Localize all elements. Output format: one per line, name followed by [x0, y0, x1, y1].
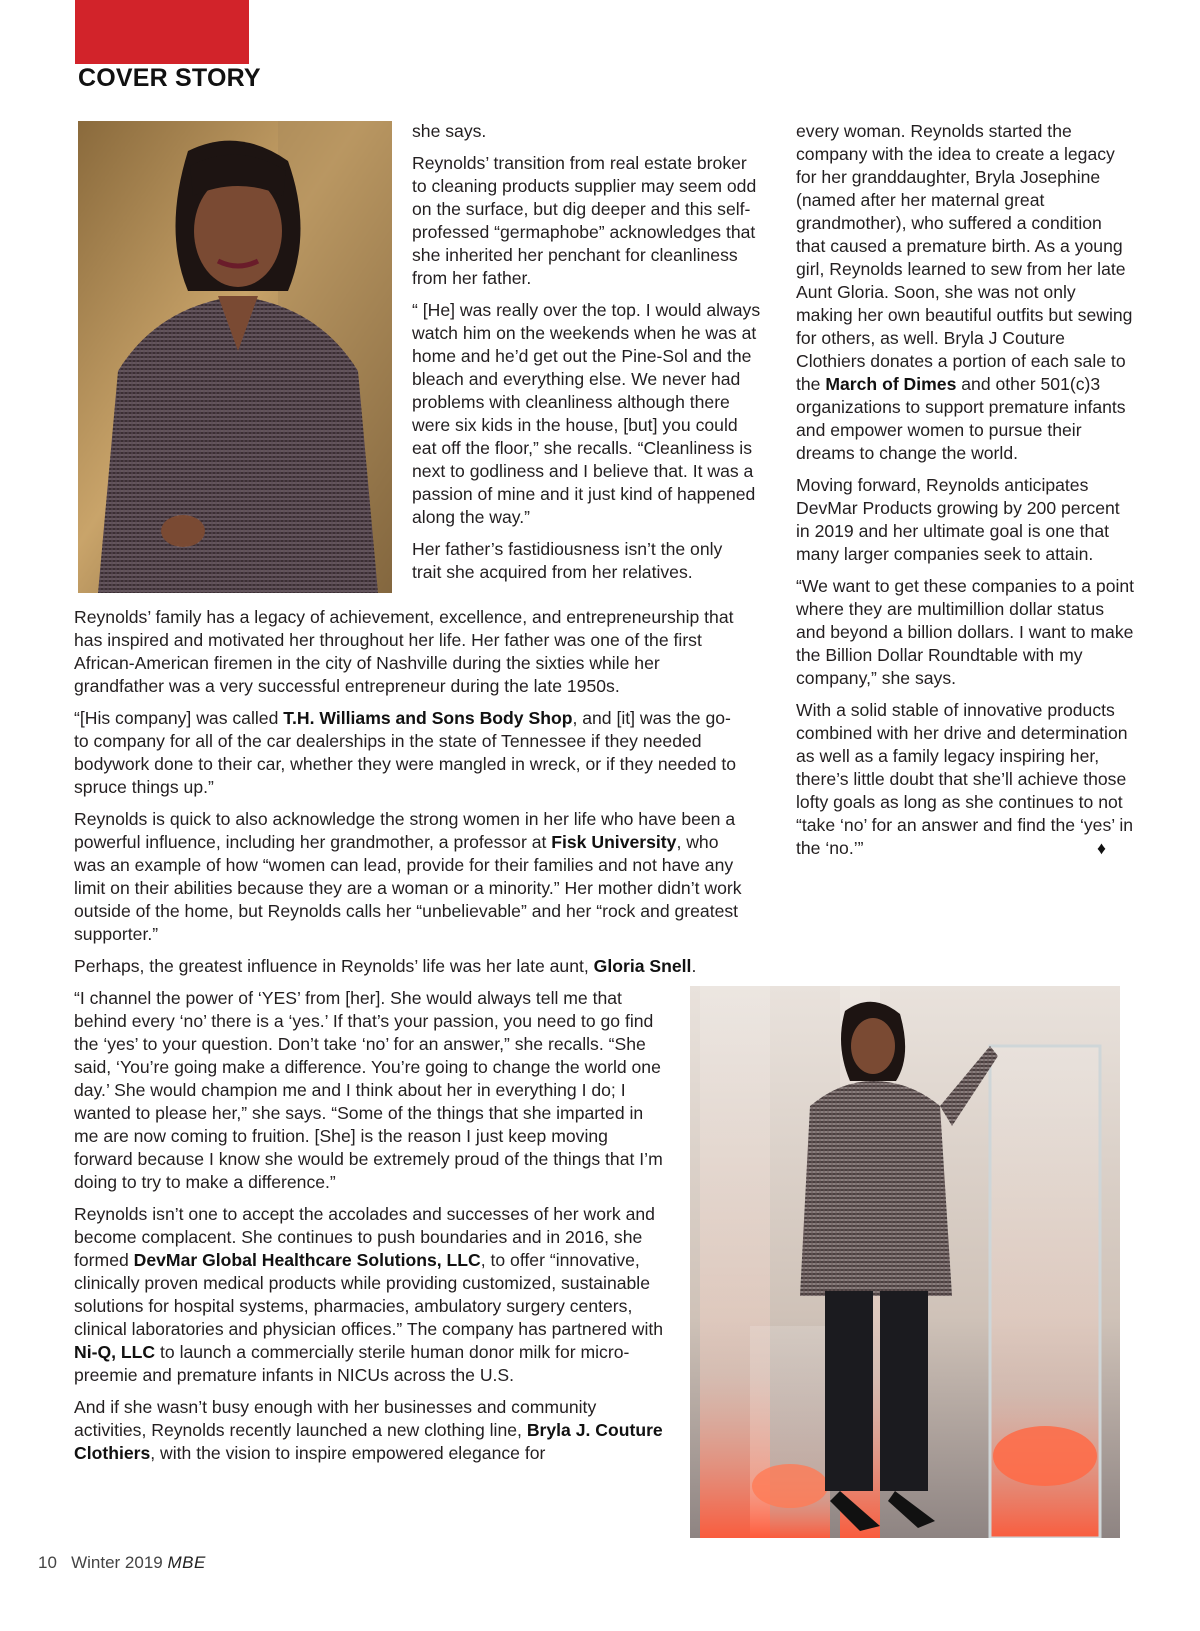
end-of-article-icon: ♦	[1097, 838, 1106, 858]
paragraph: Reynolds’ transition from real estate broker to cleaning products supplier may seem odd on the surface, but dig deeper and this self-professed “germaphobe” acknowledges that she inherited her penchant for cleanliness from her father.	[412, 153, 757, 288]
company-name: T.H. Williams and Sons Body Shop	[283, 708, 573, 728]
page-number: 10	[38, 1553, 57, 1572]
paragraph: “ [He] was really over the top. I would always watch him on the weekends when he was at home and he’d get out the Pine-Sol and the bleach and everything else. We never had problems with cleanliness although there were six kids in the house, [but] you could eat off the floor,” she recalls. “Cleanliness is next to godliness and I believe that. It was a passion of mine and it just kind of happened along the way.”	[412, 300, 761, 527]
article-column-right	[796, 120, 1136, 869]
paragraph: Reynolds isn’t one to accept the accolades and successes of her work and become complacent. She continues to push boundaries and in 2016, she formed DevMar Global Healthcare Solutions, LLC, to offer “innovative, clinically proven medical products while providing customized, sustainable solutions for hospital systems, pharmacies, ambulatory surgery centers, clinical laboratories and physician offices.” The company has partnered with Ni-Q, LLC to launch a commercially sterile human donor milk for micro-preemie and premature infants in NICUs across the U.S.	[74, 1204, 664, 1385]
paragraph: Reynolds’ family has a legacy of achievement, excellence, and entrepreneurship that has inspired and motivated her throughout her life. Her father was one of the first African-American firemen in the city of Nashville during the sixties while her grandfather was a very successful entrepreneur during the late 1950s.	[74, 607, 734, 696]
paragraph: “I channel the power of ‘YES’ from [her]. She would always tell me that behind every ‘no’ there is a ‘yes.’ If that’s your passion, you need to go find the ‘yes’ to your question. Don’t take ‘no’ for an answer,” she recalls. “She said, ‘You’re going make a difference. You’re going to change the world one day.’ She would champion me and I think about her in everything I do; I wanted to please her,” she says. “Some of the things that she imparted in me are now coming to fruition. [She] is the reason I just keep moving forward because I know she would be extremely proud of the things that I’m doing to try to make a difference.”	[74, 988, 663, 1192]
section-title: COVER STORY	[78, 64, 261, 92]
paragraph: With a solid stable of innovative products combined with her drive and determination as well as a family legacy inspiring her, there’s little doubt that she’ll achieve those lofty goals as long as she continues to not “take ‘no’ for an answer and find the ‘yes’ in the ‘no.’” ♦	[796, 700, 1134, 858]
company-name: Ni-Q, LLC	[74, 1342, 156, 1362]
paragraph: Perhaps, the greatest influence in Reynolds’ life was her late aunt, Gloria Snell.	[74, 956, 697, 976]
section-color-block	[75, 0, 249, 64]
paragraph: “We want to get these companies to a point where they are multimillion dollar status and beyond a billion dollars. I want to make the Billion Dollar Roundtable with my company,” she says.	[796, 576, 1135, 688]
company-name: DevMar Global Healthcare Solutions, LLC	[133, 1250, 481, 1270]
paragraph: every woman. Reynolds started the company with the idea to create a legacy for her granddaughter, Bryla Josephine (named after her maternal great grandmother), who suffered a condition that caused a premature birth. As a young girl, Reynolds learned to sew from her late Aunt Gloria. Soon, she was not only making her own beautiful outfits but sewing for others, as well. Bryla J Couture Clothiers donates a portion of each sale to the March of Dimes and other 501(c)3 organizations to support premature infants and empower women to pursue their dreams to change the world.	[796, 121, 1133, 463]
standing-photo	[690, 986, 1120, 1538]
paragraph: Moving forward, Reynolds anticipates DevMar Products growing by 200 percent in 2019 and her ultimate goal is one that many larger companies seek to attain.	[796, 475, 1120, 564]
brand-name: Bryla J. Couture Clothiers	[74, 1420, 663, 1463]
paragraph-line: Her father’s fastidiousness isn’t the only	[412, 539, 723, 559]
article-column-left	[74, 606, 744, 1474]
paragraph-line: trait she acquired from her relatives.	[412, 562, 693, 582]
paragraph: “[His company] was called T.H. Williams and Sons Body Shop, and [it] was the go-to company for all of the car dealerships in the state of Tennessee if they needed bodywork done to their car, whether they were mangled in wreck, or if they needed to spruce things up.”	[74, 708, 737, 797]
issue-date: Winter 2019	[71, 1553, 163, 1572]
paragraph: she says.	[412, 121, 487, 141]
portrait-photo	[78, 121, 392, 593]
page-footer	[38, 1553, 206, 1573]
magazine-name: MBE	[167, 1553, 206, 1572]
person-name: Gloria Snell	[593, 956, 692, 976]
paragraph: And if she wasn’t busy enough with her businesses and community activities, Reynolds recently launched a new clothing line, Bryla J. Couture Clothiers, with the vision to inspire empowered elegance for	[74, 1397, 663, 1463]
paragraph: Reynolds is quick to also acknowledge the strong women in her life who have been a powerful influence, including her grandmother, a professor at Fisk University, who was an example of how “women can lead, provide for their families and not have any limit on their abilities because they are a woman or a minority.” Her mother didn’t work outside of the home, but Reynolds calls her “unbelievable” and her “rock and greatest supporter.”	[74, 809, 742, 944]
university-name: Fisk University	[551, 832, 677, 852]
organization-name: March of Dimes	[825, 374, 957, 394]
article-column-middle	[412, 120, 762, 584]
